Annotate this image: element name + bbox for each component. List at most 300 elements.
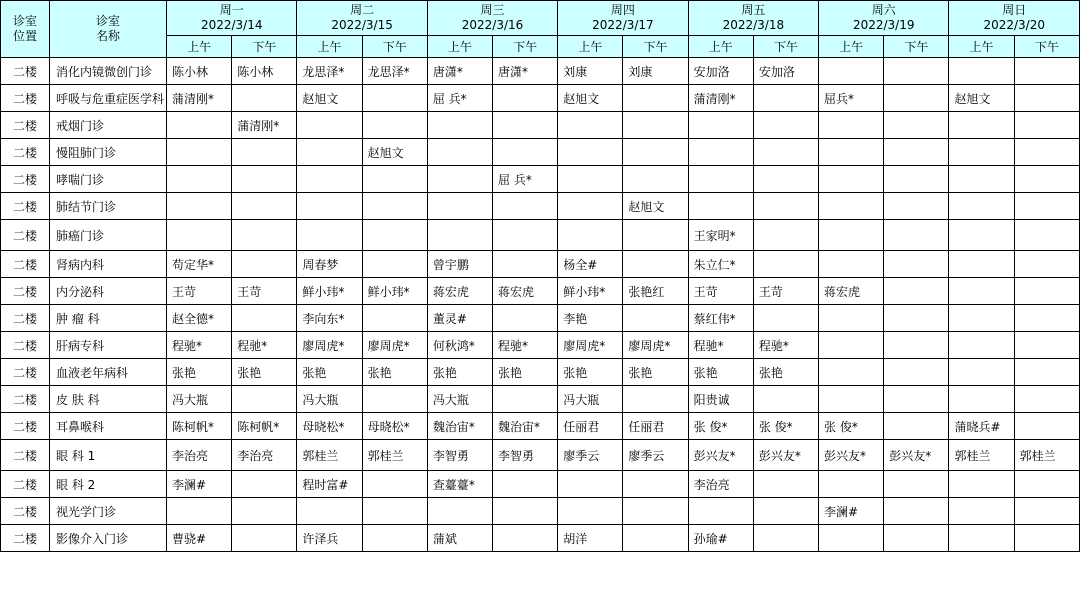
schedule-cell: [819, 525, 884, 552]
schedule-cell: [297, 498, 362, 525]
schedule-cell: [427, 220, 492, 251]
schedule-cell: [884, 413, 949, 440]
schedule-cell: [949, 112, 1014, 139]
header-day-5: [819, 1, 949, 36]
row-department: 肿 瘤 科: [50, 305, 167, 332]
schedule-cell: 张艳: [232, 359, 297, 386]
row-room: 二楼: [1, 525, 50, 552]
schedule-cell: 张艳红: [623, 278, 688, 305]
schedule-cell: [884, 85, 949, 112]
schedule-cell: [753, 525, 818, 552]
schedule-cell: [232, 220, 297, 251]
schedule-cell: [297, 112, 362, 139]
schedule-cell: 李治亮: [232, 440, 297, 471]
schedule-cell: [753, 166, 818, 193]
schedule-cell: 鲜小玮*: [558, 278, 623, 305]
schedule-cell: 任丽君: [623, 413, 688, 440]
row-room: 二楼: [1, 220, 50, 251]
schedule-cell: [558, 193, 623, 220]
schedule-cell: 张艳: [167, 359, 232, 386]
schedule-cell: [362, 305, 427, 332]
schedule-cell: 李澜#: [819, 498, 884, 525]
row-department: 耳鼻喉科: [50, 413, 167, 440]
header-half-1-am: 上午: [297, 36, 362, 58]
schedule-cell: [949, 525, 1014, 552]
schedule-cell: [232, 305, 297, 332]
row-department: 内分泌科: [50, 278, 167, 305]
row-department: 呼吸与危重症医学科: [50, 85, 167, 112]
schedule-cell: 李向东*: [297, 305, 362, 332]
schedule-cell: 孙瑜#: [688, 525, 753, 552]
schedule-cell: [623, 498, 688, 525]
schedule-cell: 张艳: [493, 359, 558, 386]
schedule-cell: 冯大瓶: [558, 386, 623, 413]
schedule-cell: [753, 85, 818, 112]
header-day-6-date: 2022/3/20: [983, 18, 1045, 32]
schedule-cell: [297, 193, 362, 220]
row-department: 消化内镜微创门诊: [50, 58, 167, 85]
header-dept: [50, 1, 167, 58]
schedule-cell: [1014, 525, 1079, 552]
schedule-cell: [232, 166, 297, 193]
schedule-cell: [819, 58, 884, 85]
schedule-cell: 程驰*: [232, 332, 297, 359]
table-row: [1, 525, 1080, 552]
table-row: [1, 278, 1080, 305]
table-row: [1, 139, 1080, 166]
row-room: 二楼: [1, 440, 50, 471]
row-department: 眼 科 1: [50, 440, 167, 471]
schedule-cell: 蒋宏虎: [493, 278, 558, 305]
schedule-cell: 张 俊*: [819, 413, 884, 440]
schedule-cell: 唐潇*: [493, 58, 558, 85]
header-day-3-date: 2022/3/17: [592, 18, 654, 32]
schedule-cell: [558, 471, 623, 498]
schedule-cell: 查薹薹*: [427, 471, 492, 498]
table-row: [1, 220, 1080, 251]
row-room: 二楼: [1, 471, 50, 498]
schedule-cell: [949, 471, 1014, 498]
row-room: 二楼: [1, 139, 50, 166]
schedule-cell: [1014, 139, 1079, 166]
header-row-days: [1, 1, 1080, 36]
schedule-cell: [884, 278, 949, 305]
schedule-cell: 母晓松*: [297, 413, 362, 440]
schedule-cell: [688, 139, 753, 166]
schedule-cell: 彭兴友*: [753, 440, 818, 471]
schedule-cell: [949, 498, 1014, 525]
schedule-cell: [1014, 166, 1079, 193]
schedule-cell: [623, 139, 688, 166]
schedule-cell: 冯大瓶: [167, 386, 232, 413]
schedule-cell: 张 俊*: [688, 413, 753, 440]
schedule-cell: [1014, 85, 1079, 112]
table-row: [1, 193, 1080, 220]
table-row: [1, 471, 1080, 498]
schedule-cell: [362, 220, 427, 251]
schedule-cell: 刘康: [558, 58, 623, 85]
schedule-cell: 陈小林: [167, 58, 232, 85]
schedule-cell: [493, 193, 558, 220]
schedule-cell: 赵旭文: [949, 85, 1014, 112]
schedule-cell: [819, 359, 884, 386]
schedule-cell: 廖周虎*: [297, 332, 362, 359]
schedule-cell: [493, 498, 558, 525]
table-row: [1, 251, 1080, 278]
schedule-cell: [949, 220, 1014, 251]
schedule-cell: [819, 305, 884, 332]
header-half-0-am: 上午: [167, 36, 232, 58]
schedule-cell: [427, 193, 492, 220]
schedule-cell: [688, 498, 753, 525]
schedule-cell: [623, 220, 688, 251]
schedule-cell: [493, 139, 558, 166]
schedule-cell: [884, 471, 949, 498]
header-half-2-am: 上午: [427, 36, 492, 58]
schedule-cell: 郭桂兰: [297, 440, 362, 471]
schedule-cell: [949, 58, 1014, 85]
schedule-cell: 董灵#: [427, 305, 492, 332]
schedule-cell: [949, 193, 1014, 220]
schedule-cell: [1014, 220, 1079, 251]
schedule-cell: [753, 112, 818, 139]
schedule-cell: [362, 193, 427, 220]
schedule-cell: 屈 兵*: [427, 85, 492, 112]
schedule-cell: 周春梦: [297, 251, 362, 278]
schedule-cell: 彭兴友*: [688, 440, 753, 471]
row-department: 血液老年病科: [50, 359, 167, 386]
schedule-cell: 魏治宙*: [493, 413, 558, 440]
schedule-cell: [884, 193, 949, 220]
schedule-cell: [362, 386, 427, 413]
header-day-0-date: 2022/3/14: [200, 18, 263, 32]
schedule-cell: [427, 112, 492, 139]
schedule-cell: [949, 139, 1014, 166]
schedule-cell: [558, 139, 623, 166]
schedule-cell: [949, 166, 1014, 193]
schedule-cell: 阳贵诚: [688, 386, 753, 413]
row-room: 二楼: [1, 112, 50, 139]
schedule-cell: [1014, 498, 1079, 525]
schedule-cell: [623, 112, 688, 139]
schedule-cell: [819, 251, 884, 278]
schedule-cell: [232, 471, 297, 498]
schedule-cell: 曹骁#: [167, 525, 232, 552]
schedule-cell: [949, 278, 1014, 305]
schedule-cell: 蒲清刚*: [167, 85, 232, 112]
schedule-cell: 龙思泽*: [362, 58, 427, 85]
schedule-cell: [362, 525, 427, 552]
schedule-cell: [1014, 278, 1079, 305]
header-half-3-pm: 下午: [623, 36, 688, 58]
schedule-cell: 李治亮: [167, 440, 232, 471]
schedule-cell: [884, 498, 949, 525]
header-room-line1: 诊室: [12, 14, 37, 28]
row-department: 戒烟门诊: [50, 112, 167, 139]
header-day-1-date: 2022/3/15: [331, 18, 393, 32]
schedule-cell: 朱立仁*: [688, 251, 753, 278]
header-room-line2: 位置: [12, 29, 37, 43]
schedule-cell: [949, 305, 1014, 332]
schedule-cell: [1014, 359, 1079, 386]
row-room: 二楼: [1, 332, 50, 359]
schedule-cell: [1014, 471, 1079, 498]
schedule-cell: [623, 251, 688, 278]
schedule-cell: 鲜小玮*: [362, 278, 427, 305]
schedule-cell: [688, 112, 753, 139]
header-day-0: [167, 1, 297, 36]
schedule-cell: [167, 220, 232, 251]
schedule-cell: 张艳: [558, 359, 623, 386]
schedule-cell: [167, 139, 232, 166]
schedule-cell: [362, 166, 427, 193]
schedule-cell: 郭桂兰: [362, 440, 427, 471]
schedule-cell: [753, 251, 818, 278]
schedule-cell: [623, 525, 688, 552]
header-day-3-weekday: 周四: [610, 3, 635, 17]
schedule-cell: 母晓松*: [362, 413, 427, 440]
header-room: [1, 1, 50, 58]
schedule-cell: 屈 兵*: [493, 166, 558, 193]
schedule-cell: [558, 112, 623, 139]
row-room: 二楼: [1, 85, 50, 112]
schedule-cell: [297, 166, 362, 193]
schedule-cell: [362, 498, 427, 525]
row-department: 眼 科 2: [50, 471, 167, 498]
header-day-2: [427, 1, 557, 36]
schedule-cell: 赵旭文: [297, 85, 362, 112]
schedule-cell: [493, 386, 558, 413]
schedule-cell: 李智勇: [493, 440, 558, 471]
schedule-cell: [297, 220, 362, 251]
schedule-cell: [1014, 305, 1079, 332]
schedule-cell: [884, 332, 949, 359]
header-half-5-pm: 下午: [884, 36, 949, 58]
schedule-cell: 许泽兵: [297, 525, 362, 552]
schedule-cell: [493, 305, 558, 332]
table-header: [1, 1, 1080, 58]
schedule-cell: [1014, 386, 1079, 413]
schedule-cell: 王苛: [688, 278, 753, 305]
header-day-3: [558, 1, 688, 36]
schedule-cell: [232, 85, 297, 112]
schedule-cell: [167, 498, 232, 525]
schedule-cell: 蒲清刚*: [232, 112, 297, 139]
schedule-cell: 屈兵*: [819, 85, 884, 112]
schedule-cell: 王家明*: [688, 220, 753, 251]
schedule-cell: 唐潇*: [427, 58, 492, 85]
schedule-cell: [753, 193, 818, 220]
header-day-2-weekday: 周三: [480, 3, 505, 17]
schedule-cell: 冯大瓶: [297, 386, 362, 413]
schedule-cell: [1014, 251, 1079, 278]
row-room: 二楼: [1, 166, 50, 193]
schedule-cell: 王苛: [167, 278, 232, 305]
table-body: [1, 58, 1080, 552]
schedule-cell: 廖周虎*: [362, 332, 427, 359]
header-day-4: [688, 1, 818, 36]
schedule-cell: [558, 220, 623, 251]
row-department: 皮 肤 科: [50, 386, 167, 413]
schedule-cell: [623, 471, 688, 498]
schedule-cell: [362, 85, 427, 112]
schedule-cell: [558, 166, 623, 193]
schedule-cell: 张艳: [362, 359, 427, 386]
header-half-1-pm: 下午: [362, 36, 427, 58]
schedule-cell: [232, 193, 297, 220]
schedule-cell: [232, 139, 297, 166]
schedule-cell: 赵旭文: [623, 193, 688, 220]
schedule-cell: [623, 386, 688, 413]
header-half-3-am: 上午: [558, 36, 623, 58]
schedule-cell: 陈柯帆*: [167, 413, 232, 440]
table-row: [1, 440, 1080, 471]
row-department: 影像介入门诊: [50, 525, 167, 552]
schedule-cell: [884, 112, 949, 139]
schedule-cell: [623, 85, 688, 112]
schedule-cell: 廖季云: [558, 440, 623, 471]
schedule-cell: 程驰*: [753, 332, 818, 359]
table-row: [1, 85, 1080, 112]
schedule-cell: [884, 251, 949, 278]
schedule-cell: [949, 332, 1014, 359]
schedule-cell: [427, 166, 492, 193]
schedule-cell: 冯大瓶: [427, 386, 492, 413]
schedule-cell: 廖季云: [623, 440, 688, 471]
schedule-cell: [362, 251, 427, 278]
schedule-cell: 陈柯帆*: [232, 413, 297, 440]
schedule-cell: 蔡红伟*: [688, 305, 753, 332]
row-room: 二楼: [1, 359, 50, 386]
schedule-cell: 张艳: [427, 359, 492, 386]
table-row: [1, 332, 1080, 359]
table-row: [1, 498, 1080, 525]
schedule-cell: [884, 220, 949, 251]
schedule-cell: [1014, 58, 1079, 85]
schedule-cell: [819, 220, 884, 251]
header-dept-line2: 名称: [95, 29, 120, 43]
schedule-cell: 蒋宏虎: [427, 278, 492, 305]
schedule-cell: [753, 498, 818, 525]
schedule-cell: [753, 220, 818, 251]
schedule-cell: 张艳: [753, 359, 818, 386]
row-department: 肺结节门诊: [50, 193, 167, 220]
schedule-cell: [688, 193, 753, 220]
schedule-cell: 张 俊*: [753, 413, 818, 440]
schedule-cell: [753, 471, 818, 498]
table-row: [1, 386, 1080, 413]
schedule-cell: 赵全德*: [167, 305, 232, 332]
header-half-4-pm: 下午: [753, 36, 818, 58]
schedule-cell: [884, 139, 949, 166]
row-department: 哮喘门诊: [50, 166, 167, 193]
header-day-5-date: 2022/3/19: [852, 18, 915, 32]
schedule-cell: 刘康: [623, 58, 688, 85]
schedule-cell: [558, 498, 623, 525]
schedule-cell: [1014, 193, 1079, 220]
schedule-cell: 张艳: [688, 359, 753, 386]
schedule-cell: [819, 193, 884, 220]
schedule-cell: [427, 139, 492, 166]
schedule-cell: 杨全#: [558, 251, 623, 278]
schedule-cell: 龙思泽*: [297, 58, 362, 85]
schedule-cell: 李艳: [558, 305, 623, 332]
table-row: [1, 413, 1080, 440]
header-day-6: [949, 1, 1080, 36]
table-row: [1, 166, 1080, 193]
schedule-cell: [232, 386, 297, 413]
row-room: 二楼: [1, 278, 50, 305]
header-half-0-pm: 下午: [232, 36, 297, 58]
schedule-cell: [167, 112, 232, 139]
schedule-cell: 蒲清刚*: [688, 85, 753, 112]
schedule-cell: 苟定华*: [167, 251, 232, 278]
schedule-cell: 蒋宏虎: [819, 278, 884, 305]
schedule-cell: [232, 251, 297, 278]
schedule-cell: 安加洛: [753, 58, 818, 85]
schedule-cell: 李澜#: [167, 471, 232, 498]
table-row: [1, 58, 1080, 85]
table-row: [1, 359, 1080, 386]
schedule-cell: [884, 359, 949, 386]
schedule-cell: 任丽君: [558, 413, 623, 440]
row-room: 二楼: [1, 251, 50, 278]
schedule-cell: 张艳: [297, 359, 362, 386]
schedule-cell: [167, 193, 232, 220]
schedule-cell: [819, 139, 884, 166]
schedule-cell: [949, 359, 1014, 386]
schedule-cell: 赵旭文: [558, 85, 623, 112]
table-row: [1, 112, 1080, 139]
schedule-cell: [232, 525, 297, 552]
header-half-2-pm: 下午: [493, 36, 558, 58]
header-day-1: [297, 1, 427, 36]
schedule-cell: 蒲晓兵#: [949, 413, 1014, 440]
schedule-cell: 王苛: [232, 278, 297, 305]
schedule-cell: 郭桂兰: [949, 440, 1014, 471]
schedule-cell: 李治亮: [688, 471, 753, 498]
table-row: [1, 305, 1080, 332]
schedule-cell: [884, 525, 949, 552]
header-day-4-weekday: 周五: [741, 3, 766, 17]
schedule-cell: [949, 386, 1014, 413]
schedule-cell: 彭兴友*: [884, 440, 949, 471]
schedule-cell: 程驰*: [167, 332, 232, 359]
schedule-cell: [884, 386, 949, 413]
header-half-6-pm: 下午: [1014, 36, 1079, 58]
row-room: 二楼: [1, 58, 50, 85]
row-department: 肾病内科: [50, 251, 167, 278]
schedule-cell: 郭桂兰: [1014, 440, 1079, 471]
schedule-cell: [753, 139, 818, 166]
schedule-cell: 程驰*: [688, 332, 753, 359]
row-room: 二楼: [1, 413, 50, 440]
schedule-cell: 张艳: [623, 359, 688, 386]
schedule-cell: 程驰*: [493, 332, 558, 359]
schedule-cell: 胡洋: [558, 525, 623, 552]
schedule-cell: 魏治宙*: [427, 413, 492, 440]
header-day-6-weekday: 周日: [1002, 3, 1027, 17]
schedule-cell: 王苛: [753, 278, 818, 305]
schedule-cell: [1014, 413, 1079, 440]
schedule-cell: [493, 251, 558, 278]
schedule-cell: [819, 112, 884, 139]
schedule-cell: [753, 305, 818, 332]
schedule-cell: [493, 220, 558, 251]
schedule-cell: [493, 112, 558, 139]
row-room: 二楼: [1, 498, 50, 525]
schedule-cell: 程时富#: [297, 471, 362, 498]
